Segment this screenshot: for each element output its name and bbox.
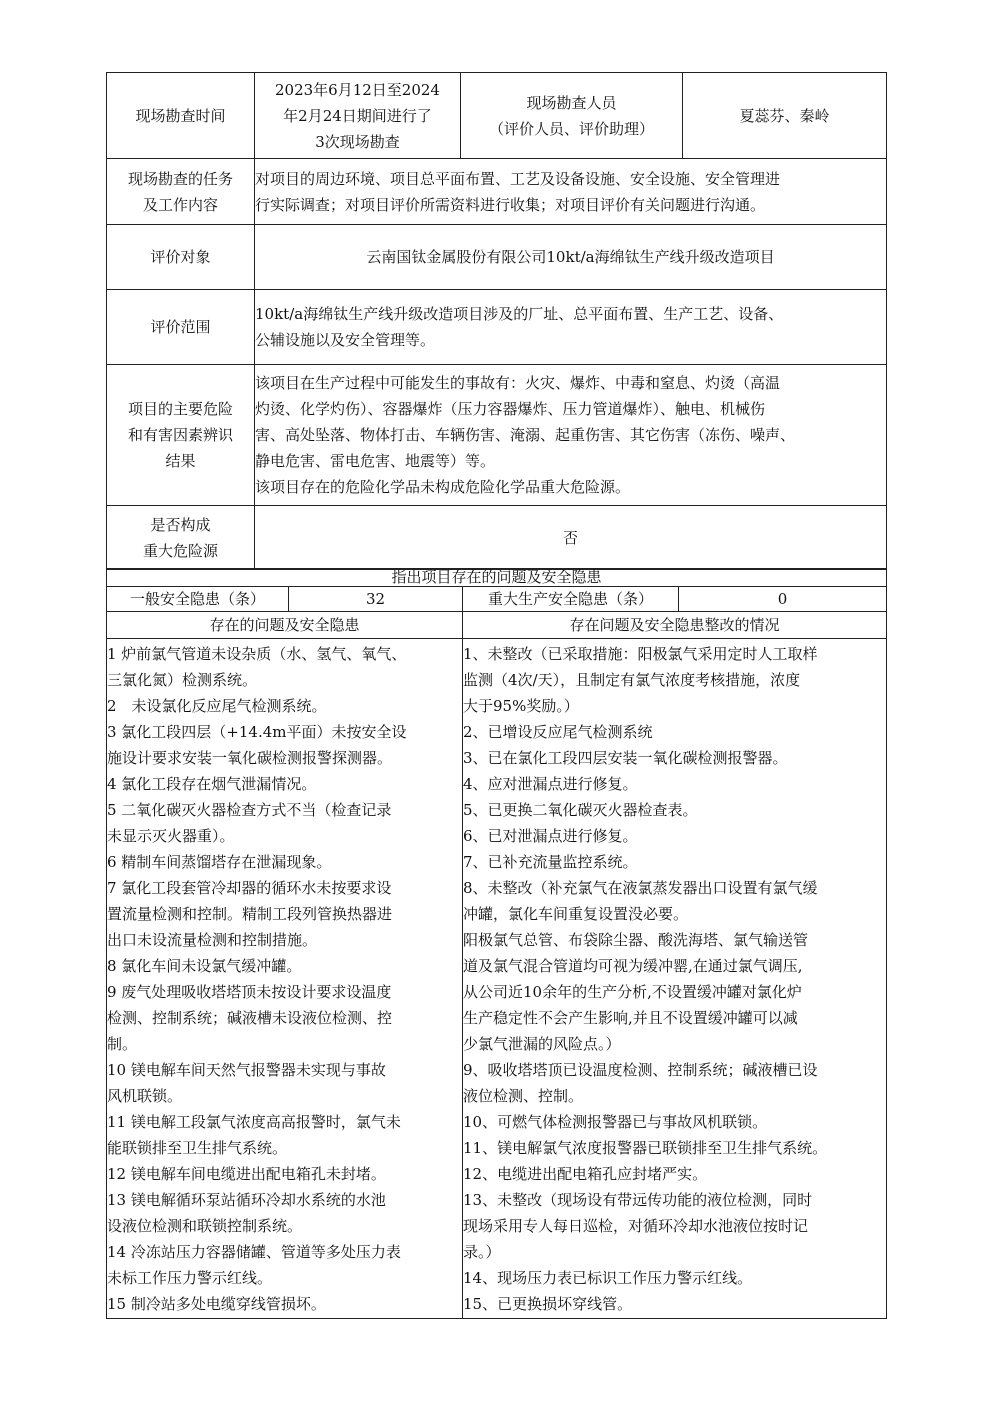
issue-item-line: 8 氯化车间未设氯气缓冲罐。	[107, 957, 302, 975]
rectification-item	[463, 1187, 886, 1265]
rectification-item	[463, 641, 886, 719]
rectification-item-line: 4、应对泄漏点进行修复。	[463, 775, 638, 793]
issues-column-header: 存在的问题及安全隐患	[107, 612, 463, 639]
issue-item-line: 10 镁电解车间天然气报警器未实现与事故	[107, 1061, 386, 1079]
issues-section-title: 指出项目存在的问题及安全隐患	[107, 569, 887, 587]
rectification-item-line: 大于95%奖励。）	[463, 697, 579, 715]
rectification-item-line: 少氯气泄漏的风险点。）	[463, 1035, 621, 1053]
issue-item-line: 13 镁电解循环泵站循环冷却水系统的水池	[107, 1191, 386, 1209]
issue-item-line: 制。	[107, 1035, 138, 1053]
issue-item	[107, 1161, 462, 1187]
rectification-item-line: 液位检测、控制。	[463, 1087, 584, 1105]
issue-item	[107, 1187, 462, 1239]
rectification-item-line: 14、现场压力表已标识工作压力警示红线。	[463, 1269, 753, 1287]
issue-item	[107, 875, 462, 953]
rectification-item	[463, 1057, 886, 1109]
survey-personnel-label: 现场勘查人员 （评价人员、评价助理）	[461, 73, 683, 159]
rectification-list	[463, 639, 887, 1319]
rectification-item-line: 从公司近10余年的生产分析,不设置缓冲罐对氯化炉	[463, 983, 802, 1001]
survey-personnel-value: 夏蕊芬、秦岭	[683, 73, 887, 159]
issue-item	[107, 1057, 462, 1109]
rectification-item-line: 13、未整改（现场设有带远传功能的液位检测，同时	[463, 1191, 813, 1209]
issue-item-line: 3 氯化工段四层（+14.4m平面）未按安全设	[107, 723, 407, 741]
survey-info-table	[106, 72, 887, 570]
rectification-item-line: 9、吸收塔塔顶已设温度检测、控制系统；碱液槽已设	[463, 1061, 818, 1079]
issue-item-line: 5 二氧化碳灭火器检查方式不当（检查记录	[107, 801, 392, 819]
issue-item-line: 出口未设流量检测和控制措施。	[107, 931, 318, 949]
survey-time-label: 现场勘查时间	[107, 73, 255, 159]
rectification-item-line: 8、未整改（补充氯气在液氯蒸发器出口设置有氯气缓	[463, 879, 818, 897]
issue-item-line: 未显示灭火器重）。	[107, 827, 235, 845]
rectification-item-line: 15、已更换损坏穿线管。	[463, 1295, 633, 1313]
issue-item-line: 7 氯化工段套管冷却器的循环水未按要求设	[107, 879, 392, 897]
rectification-item	[463, 719, 886, 745]
survey-tasks-label: 现场勘查的任务 及工作内容	[107, 159, 255, 225]
evaluation-object-label: 评价对象	[107, 225, 255, 290]
issue-item-line: 4 氯化工段存在烟气泄漏情况。	[107, 775, 317, 793]
rectification-item	[463, 771, 886, 797]
issue-item-line: 三氯化氮）检测系统。	[107, 671, 258, 689]
rectification-item-line: 现场采用专人每日巡检，对循环冷却水池液位按时记	[463, 1217, 809, 1235]
issue-item	[107, 1109, 462, 1161]
rectification-item-line: 道及氯气混合管道均可视为缓冲罂,在通过氯气调压,	[463, 957, 803, 975]
rectification-item	[463, 1109, 886, 1135]
issue-item	[107, 979, 462, 1057]
rectification-item-line: 监测（4次/天），且制定有氯气浓度考核措施，浓度	[463, 671, 801, 689]
hazard-identification-value: 该项目在生产过程中可能发生的事故有：火灾、爆炸、中毒和窒息、灼烫（高温 灼烫、化学灼伤）、容器爆炸（压力容器爆炸、压力管道爆炸）、触电、机械伤 害、高处坠落、物体打击、车辆伤害、淹溺、起重伤害、其它伤害（冻伤、噪声、 静电危害、雷电危害、地震等）等。 该项目存在的危险化学品未构成危险化学品重大危险源。	[255, 365, 887, 506]
rectification-item-line: 冲罐，氯化车间重复设置没必要。	[463, 905, 689, 923]
issue-item	[107, 849, 462, 875]
issue-item-line: 置流量检测和控制。精制工段列管换热器进	[107, 905, 393, 923]
issue-item	[107, 771, 462, 797]
major-hazards-count: 0	[679, 587, 887, 612]
hazard-identification-label: 项目的主要危险 和有害因素辨识 结果	[107, 365, 255, 506]
rectification-item	[463, 875, 886, 1057]
general-hazards-label: 一般安全隐患（条）	[107, 587, 289, 612]
evaluation-object-value: 云南国钛金属股份有限公司10kt/a海绵钛生产线升级改造项目	[255, 225, 887, 290]
issue-item	[107, 641, 462, 693]
issue-item-line: 1 炉前氯气管道未设杂质（水、氢气、氧气、	[107, 645, 407, 663]
rectification-column-header: 存在问题及安全隐患整改的情况	[463, 612, 887, 639]
rectification-item	[463, 1291, 886, 1317]
issue-item-line: 设液位检测和联锁控制系统。	[107, 1217, 303, 1235]
rectification-item-line: 3、已在氯化工段四层安装一氧化碳检测报警器。	[463, 749, 788, 767]
evaluation-scope-label: 评价范围	[107, 290, 255, 365]
issue-item-line: 6 精制车间蒸馏塔存在泄漏现象。	[107, 853, 332, 871]
issue-item-line: 风机联锁。	[107, 1087, 183, 1105]
rectification-item	[463, 1161, 886, 1187]
major-hazard-label: 是否构成 重大危险源	[107, 506, 255, 570]
rectification-item-line: 12、电缆进出配电箱孔应封堵严实。	[463, 1165, 708, 1183]
issue-item	[107, 1291, 462, 1317]
general-hazards-count: 32	[289, 587, 463, 612]
rectification-item-line: 7、已补充流量监控系统。	[463, 853, 638, 871]
rectification-item-line: 5、已更换二氧化碳灭火器检查表。	[463, 801, 698, 819]
rectification-item-line: 11、镁电解氯气浓度报警器已联锁排至卫生排气系统。	[463, 1139, 828, 1157]
survey-time-value: 2023年6月12日至2024 年2月24日期间进行了 3次现场勘查	[255, 73, 461, 159]
issue-item-line: 14 冷冻站压力容器储罐、管道等多处压力表	[107, 1243, 401, 1261]
rectification-item-line: 10、可燃气体检测报警器已与事故风机联锁。	[463, 1113, 768, 1131]
issue-item-line: 检测、控制系统；碱液槽未设液位检测、控	[107, 1009, 393, 1027]
rectification-item	[463, 823, 886, 849]
issue-item	[107, 797, 462, 849]
rectification-item-line: 生产稳定性不会产生影响,并且不设置缓冲罐可以减	[463, 1009, 798, 1027]
rectification-item	[463, 1265, 886, 1291]
rectification-item-line: 录。）	[463, 1243, 501, 1261]
rectification-item	[463, 1135, 886, 1161]
rectification-item	[463, 797, 886, 823]
rectification-item-line: 6、已对泄漏点进行修复。	[463, 827, 638, 845]
issue-item-line: 未标工作压力警示红线。	[107, 1269, 273, 1287]
rectification-item-line: 阳极氯气总管、布袋除尘器、酸洗海塔、氯气输送管	[463, 931, 809, 949]
issue-item	[107, 719, 462, 771]
evaluation-scope-value: 10kt/a海绵钛生产线升级改造项目涉及的厂址、总平面布置、生产工艺、设备、 公辅设施以及安全管理等。	[255, 290, 887, 365]
rectification-item	[463, 745, 886, 771]
issue-item-line: 9 废气处理吸收塔塔顶未按设计要求设温度	[107, 983, 392, 1001]
issue-item	[107, 693, 462, 719]
issues-list	[107, 639, 463, 1319]
survey-tasks-value: 对项目的周边环境、项目总平面布置、工艺及设备设施、安全设施、安全管理进 行实际调查；对项目评价所需资料进行收集；对项目评价有关问题进行沟通。	[255, 159, 887, 225]
issues-table	[106, 568, 887, 1319]
issue-item	[107, 1239, 462, 1291]
rectification-item-line: 1、未整改（已采取措施：阳极氯气采用定时人工取样	[463, 645, 818, 663]
issue-item-line: 施设计要求安装一氧化碳检测报警探测器。	[107, 749, 393, 767]
issue-item-line: 2 未设氯化反应尾气检测系统。	[107, 697, 327, 715]
rectification-item-line: 2、已增设反应尾气检测系统	[463, 723, 653, 741]
issue-item-line: 能联锁排至卫生排气系统。	[107, 1139, 288, 1157]
major-hazard-value: 否	[255, 506, 887, 570]
issue-item-line: 15 制冷站多处电缆穿线管损坏。	[107, 1295, 326, 1313]
issue-item-line: 11 镁电解工段氯气浓度高高报警时，氯气未	[107, 1113, 401, 1131]
rectification-item	[463, 849, 886, 875]
issue-item	[107, 953, 462, 979]
major-hazards-label: 重大生产安全隐患（条）	[463, 587, 679, 612]
issue-item-line: 12 镁电解车间电缆进出配电箱孔未封堵。	[107, 1165, 386, 1183]
